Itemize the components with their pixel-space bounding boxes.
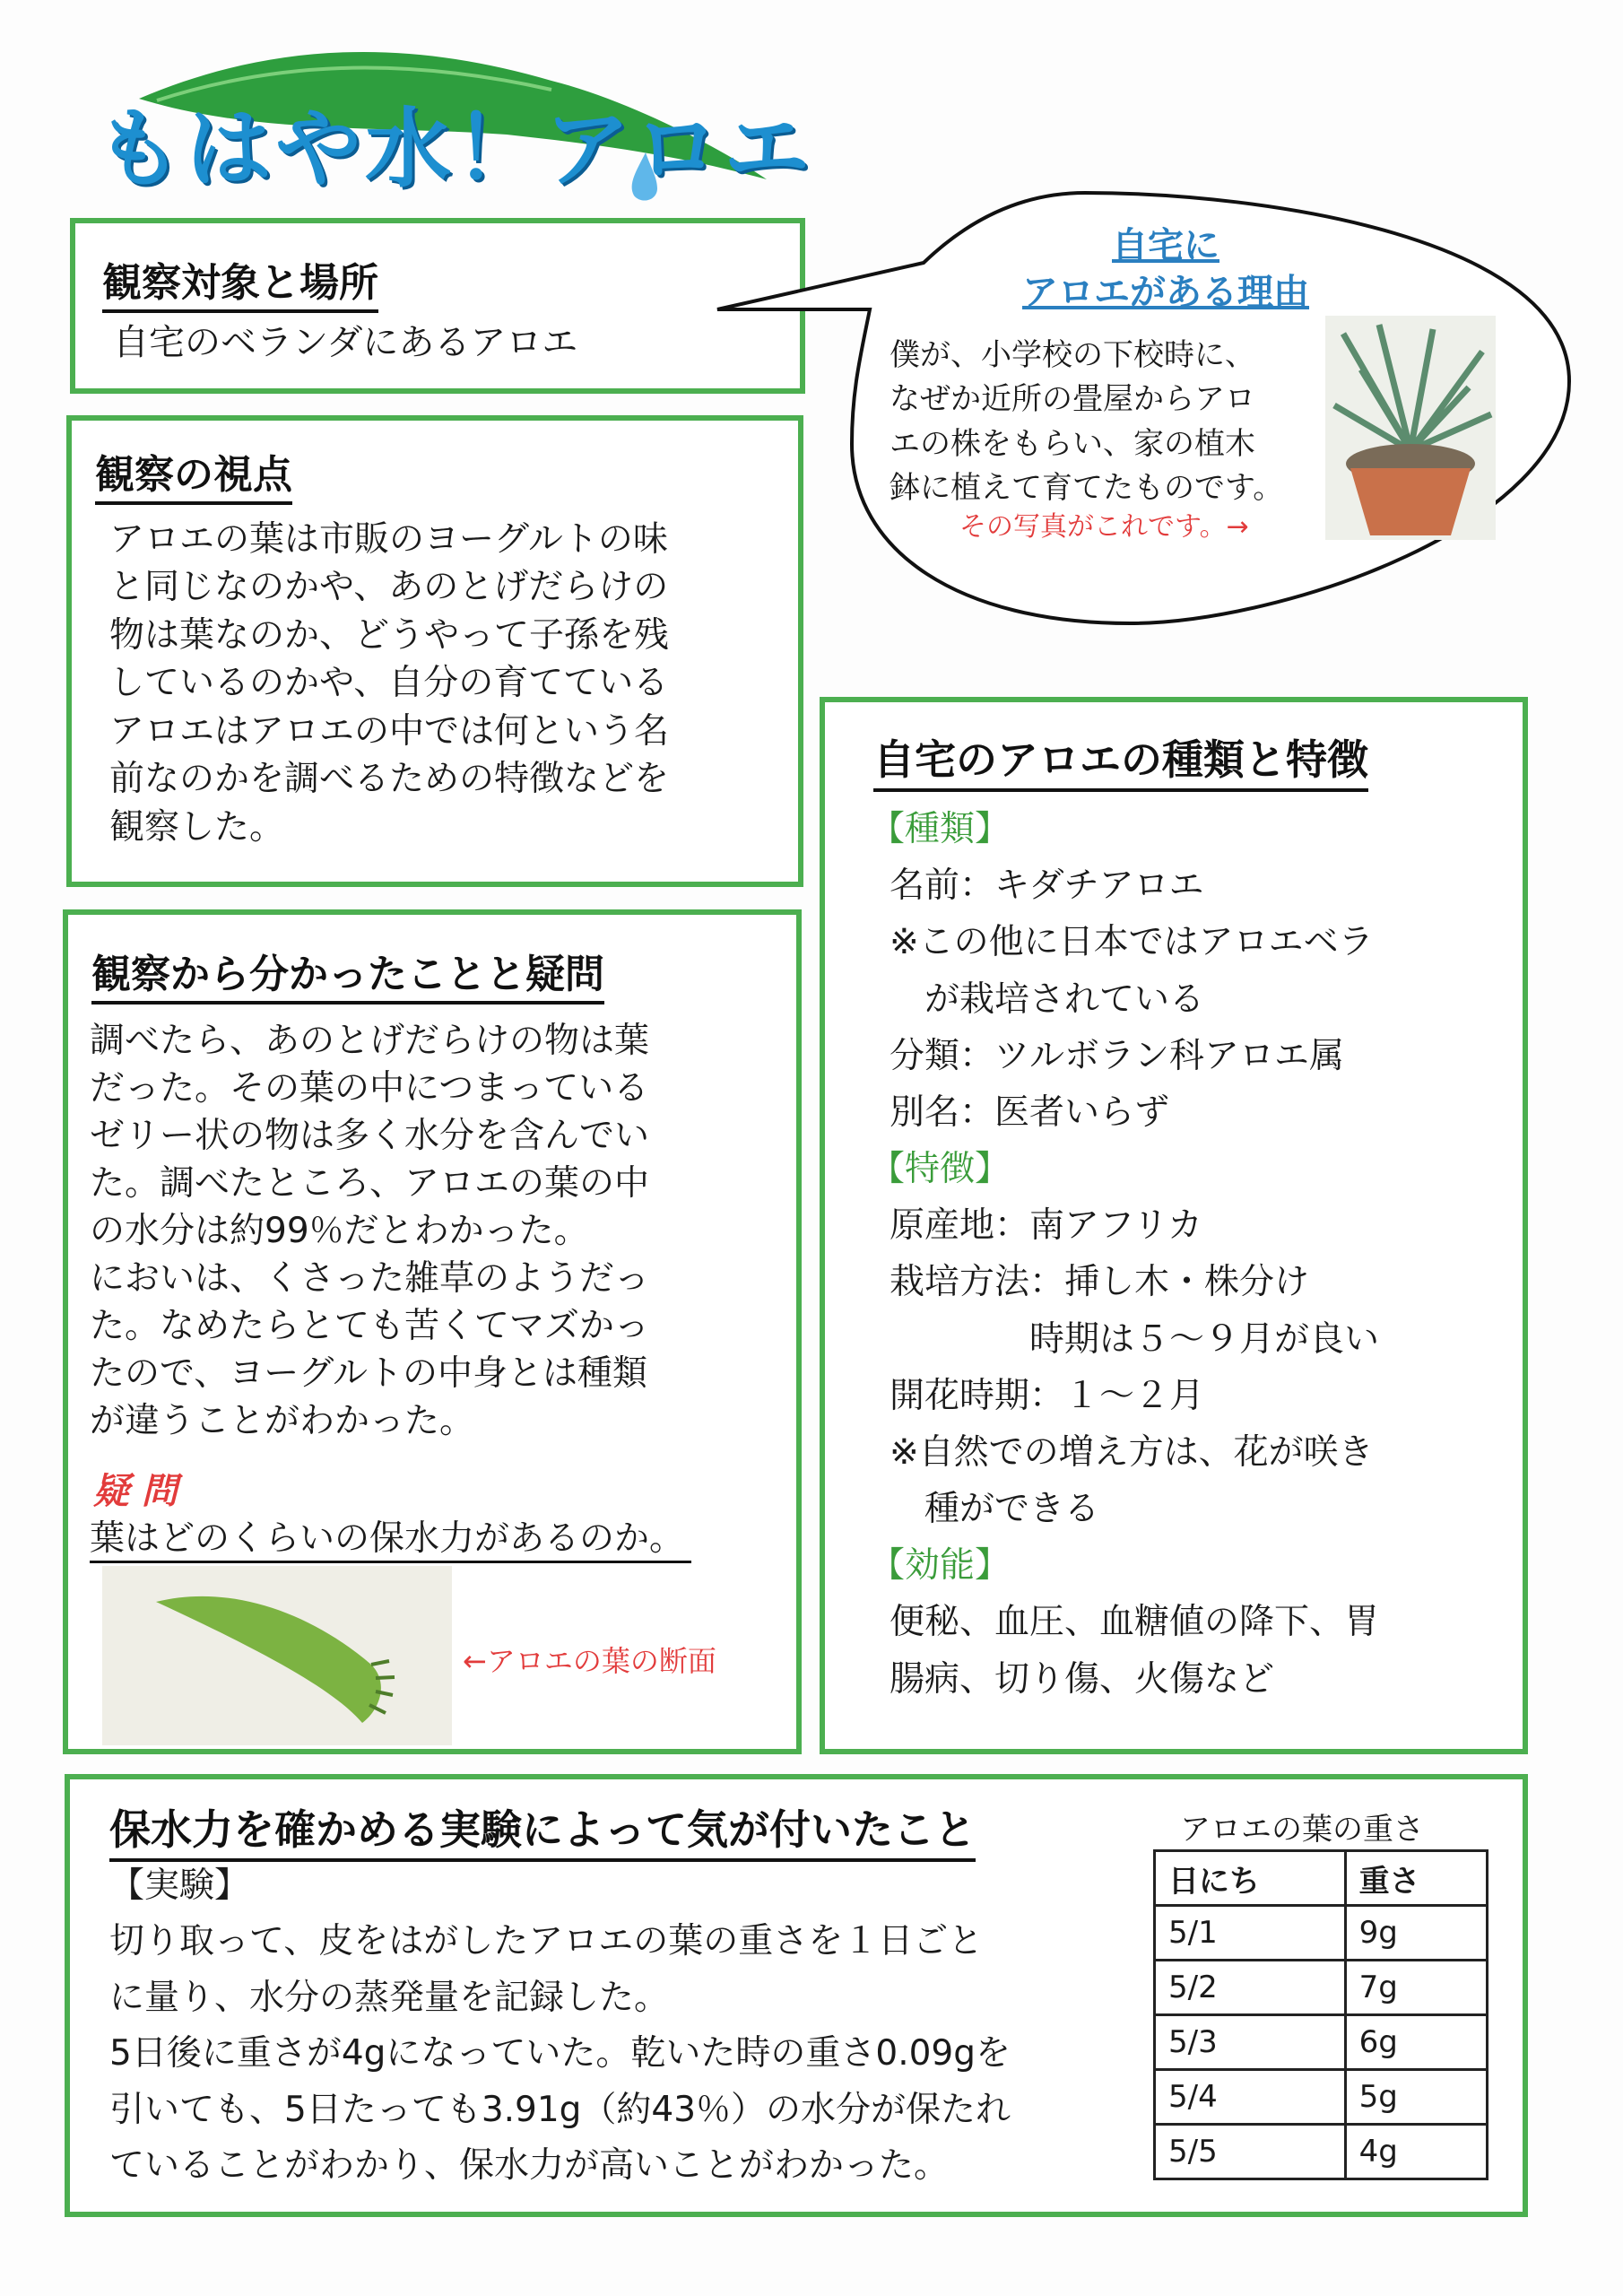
type-label: 【種類】 xyxy=(870,809,1011,849)
viewpoint-line: 観察した。 xyxy=(109,806,285,848)
weight-table xyxy=(1153,1849,1488,2180)
findings-line: た。なめたらとても苦くてマズかっ xyxy=(90,1306,650,1347)
viewpoint-line: 前なのかを調べるための特徴などを xyxy=(109,759,670,800)
aloe-pot-photo xyxy=(1325,316,1496,540)
findings-box xyxy=(63,909,802,1754)
weight-table-header: 日にち xyxy=(1155,1851,1346,1906)
viewpoint-line: 物は葉なのか、どうやって子孫を残 xyxy=(109,614,670,656)
kinds-heading: 自宅のアロエの種類と特徴 xyxy=(873,727,1368,792)
findings-line: ゼリー状の物は多く水分を含んでい xyxy=(90,1116,650,1157)
table-cell-date: 5/1 xyxy=(1155,1906,1346,1961)
reason-photo-caption: その写真がこれです。→ xyxy=(959,511,1249,543)
kinds-text xyxy=(870,801,1379,1708)
question-text: 葉はどのくらいの保水力があるのか。 xyxy=(90,1510,691,1563)
weight-table-header: 重さ xyxy=(1345,1851,1487,1906)
findings-line: だった。その葉の中につまっている xyxy=(90,1068,649,1109)
experiment-line: 5日後に重さが4gになっていた。乾いた時の重さ0.09gを xyxy=(109,2033,1011,2074)
reason-heading-line: 自宅に xyxy=(1112,225,1219,266)
viewpoint-line: アロエの葉は市販のヨーグルトの味 xyxy=(109,519,668,560)
title-area xyxy=(85,45,813,215)
findings-line: が違うことがわかった。 xyxy=(90,1401,475,1442)
target-box xyxy=(70,218,805,394)
findings-text xyxy=(90,1017,649,1445)
table-cell-date: 5/2 xyxy=(1155,1961,1346,2015)
findings-heading: 観察から分かったことと疑問 xyxy=(91,942,604,1004)
table-cell-weight: 4g xyxy=(1345,2125,1487,2179)
reason-heading-line: アロエがある理由 xyxy=(1022,272,1309,313)
table-cell-date: 5/4 xyxy=(1155,2070,1346,2125)
table-cell-weight: 6g xyxy=(1345,2015,1487,2070)
findings-line: たので、ヨーグルトの中身とは種類 xyxy=(90,1353,648,1395)
type-line: が栽培されている xyxy=(890,978,1205,1020)
type-line: 分類：ツルボラン科アロエ属 xyxy=(890,1035,1345,1076)
table-cell-weight: 7g xyxy=(1345,1961,1487,2015)
table-cell-weight: 5g xyxy=(1345,2070,1487,2125)
viewpoint-box xyxy=(66,415,803,887)
feature-line: 種ができる xyxy=(890,1489,1100,1530)
feature-line: 原産地：南アフリカ xyxy=(890,1205,1203,1247)
viewpoint-heading: 観察の視点 xyxy=(95,442,292,505)
leaf-cross-section-photo xyxy=(102,1566,452,1745)
reason-text xyxy=(890,334,1283,510)
table-row xyxy=(1155,1961,1488,2015)
viewpoint-text xyxy=(109,516,669,851)
feature-line: ※自然での増え方は、花が咲き xyxy=(890,1431,1374,1473)
findings-line: の水分は約99％だとわかった。 xyxy=(90,1211,589,1252)
effect-line: 便秘、血圧、血糖値の降下、胃 xyxy=(890,1602,1380,1643)
weight-table-header-row xyxy=(1155,1851,1488,1906)
feature-line: 開花時期：１～２月 xyxy=(890,1375,1205,1416)
experiment-text xyxy=(109,1858,1011,2194)
experiment-line: に量り、水分の蒸発量を記録した。 xyxy=(109,1977,670,2018)
table-cell-date: 5/5 xyxy=(1155,2125,1346,2179)
experiment-label: 【実験】 xyxy=(109,1866,250,1906)
table-cell-date: 5/3 xyxy=(1155,2015,1346,2070)
target-heading: 観察対象と場所 xyxy=(102,250,378,313)
viewpoint-line: しているのかや、自分の育てている xyxy=(109,663,669,704)
page-title: もはや水！アロエ xyxy=(96,99,813,199)
reason-line: 鉢に植えて育てたものです。 xyxy=(890,469,1284,506)
findings-line: においは、くさった雑草のようだっ xyxy=(90,1258,650,1300)
reason-heading xyxy=(1022,222,1309,316)
table-row xyxy=(1155,2015,1488,2070)
effect-line: 腸病、切り傷、火傷など xyxy=(890,1658,1275,1700)
table-row xyxy=(1155,2070,1488,2125)
viewpoint-line: と同じなのかや、あのとげだらけの xyxy=(109,567,669,608)
experiment-line: 切り取って、皮をはがしたアロエの葉の重さを１日ごと xyxy=(109,1921,984,1962)
type-line: 別名：医者いらず xyxy=(890,1091,1170,1133)
weight-table-caption: アロエの葉の重さ xyxy=(1180,1812,1424,1848)
findings-line: た。調べたところ、アロエの葉の中 xyxy=(90,1163,650,1205)
kinds-box xyxy=(820,697,1528,1754)
type-line: ※この他に日本ではアロエベラ xyxy=(890,922,1374,963)
type-line: 名前：キダチアロエ xyxy=(890,865,1204,907)
experiment-heading: 保水力を確かめる実験によって気が付いたこと xyxy=(109,1797,976,1862)
experiment-line: ていることがわかり、保水力が高いことがわかった。 xyxy=(109,2144,950,2186)
reason-line: エの株をもらい、家の植木 xyxy=(890,425,1255,462)
leaf-photo-caption: ←アロエの葉の断面 xyxy=(463,1644,716,1678)
table-cell-weight: 9g xyxy=(1345,1906,1487,1961)
effect-label: 【効能】 xyxy=(870,1545,1011,1587)
question-label: 疑 問 xyxy=(93,1471,178,1512)
findings-line: 調べたら、あのとげだらけの物は葉 xyxy=(90,1021,650,1061)
feature-line: 栽培方法：挿し木・株分け xyxy=(890,1262,1310,1303)
table-row xyxy=(1155,2125,1488,2179)
feature-line: 時期は５～９月が良い xyxy=(890,1318,1380,1360)
reason-line: なぜか近所の畳屋からアロ xyxy=(890,381,1255,418)
feature-label: 【特徴】 xyxy=(870,1149,1011,1190)
experiment-box xyxy=(65,1774,1528,2217)
viewpoint-line: アロエはアロエの中では何という名 xyxy=(109,710,670,752)
experiment-line: 引いても、5日たっても3.91g（約43％）の水分が保たれ xyxy=(109,2089,1011,2130)
table-row xyxy=(1155,1906,1488,1961)
reason-line: 僕が、小学校の下校時に、 xyxy=(890,337,1255,373)
target-text: 自宅のベランダにあるアロエ xyxy=(113,322,578,363)
